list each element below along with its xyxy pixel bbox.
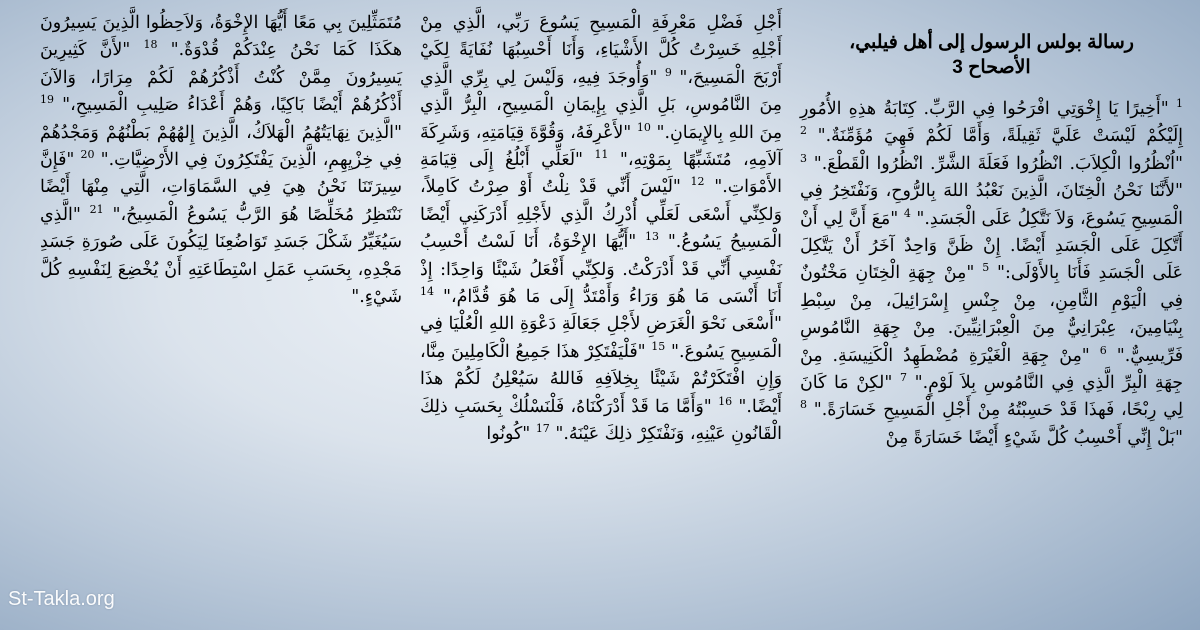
verse-number: 4 <box>903 206 911 220</box>
verse-number: 19 <box>40 93 54 107</box>
verse-number: 12 <box>690 175 705 189</box>
verse-number: 17 <box>535 422 550 436</box>
verse-text-block <box>40 10 402 311</box>
site-watermark: St-Takla.org <box>8 588 115 610</box>
verse-text: "لأَعْرِفَهُ، وَقُوَّةَ قِيَامَتِهِ، وَشَرِكَةَ آلاَمِهِ، مُتَشَبِّهًا بِمَوْتِهِ،" <box>420 122 782 171</box>
verse-number: 13 <box>645 230 660 244</box>
verse-number: 21 <box>89 203 104 217</box>
verse-text: "بَلْ إِنِّي أَحْسِبُ كُلَّ شَيْءٍ أَيْضًا خَسَارَةً مِنْ <box>885 427 1183 448</box>
verse-text: "أَيُّهَا الإِخْوَةُ، أَنَا لَسْتُ أَحْسِبُ نَفْسِي أَنِّي قَدْ أَدْرَكْتُ. وَلكِنِّي أَفْعَلُ شَيْئًا وَاحِدًا: إِذْ أَنَا أَنْسَى مَا هُوَ وَرَاءُ وَأَمْتَدُّ إِلَى مَا هُوَ قُدَّامُ،" <box>420 232 782 308</box>
verse-number: 14 <box>420 285 434 299</box>
verse-number: 6 <box>1099 343 1107 357</box>
verse-number: 15 <box>651 340 666 354</box>
verse-text: "لَيْسَ أَنِّي قَدْ نِلْتُ أَوْ صِرْتُ كَامِلاً، وَلكِنِّي أَسْعَى لَعَلِّي أُدْرِكُ الَّذِي لأَجْلِهِ أَدْرَكَنِي أَيْضًا الْمَسِيحُ يَسُوعُ." <box>420 177 782 253</box>
verse-text: "وَأُوجَدَ فِيهِ، وَلَيْسَ لِي بِرِّي الَّذِي مِنَ النَّامُوسِ، بَلِ الَّذِي بِإِيمَانِ الْمَسِيحِ، الْبِرُّ الَّذِي مِنَ اللهِ بِالإِيمَانِ." <box>420 67 783 143</box>
verse-number: 9 <box>664 66 672 80</box>
verse-number: 16 <box>718 394 733 408</box>
column-middle <box>420 10 782 449</box>
verse-text: "لَعَلِّي أَبْلُغُ إِلَى قِيَامَةِ الأَمْوَاتِ." <box>420 150 782 198</box>
verse-text: "لأَنَّ كَثِيرِينَ يَسِيرُونَ مِمَّنْ كُنْتُ أَذْكُرُهُمْ لَكُمْ مِرَارًا، وَالآنَ أَذْكُرُهُمْ أَيْضًا بَاكِيًا، وَهُمْ أَعْدَاءُ صَلِيبِ الْمَسِيحِ،" <box>40 40 402 116</box>
verse-text: "الَّذِينَ نِهَايَتُهُمُ الْهَلاَكُ، الَّذِينَ إِلهُهُمْ بَطْنُهُمْ وَمَجْدُهُمْ فِي خِزْيِهِمِ، الَّذِينَ يَفْتَكِرُونَ فِي الأَرْضِيَّاتِ." <box>40 122 402 171</box>
verse-number: 20 <box>80 148 95 162</box>
verse-number: 11 <box>594 148 609 162</box>
verse-text: "اُنْظُرُوا الْكِلاَبَ. انْظُرُوا فَعَلَةَ الشَّرِّ. انْظُرُوا الْقَطْعَ." <box>813 153 1184 174</box>
verse-text: "لكِنْ مَا كَانَ لِي رِبْحًا، فَهذَا قَدْ حَسِبْتُهُ مِنْ أَجْلِ الْمَسِيحِ خَسَارَةً." <box>800 373 1183 421</box>
verse-text: "أَسْعَى نَحْوَ الْغَرَضِ لأَجْلِ جَعَالَةِ دَعْوَةِ اللهِ الْعُلْيَا فِي الْمَسِيحِ يَسُوعَ." <box>420 314 783 362</box>
verse-number: 10 <box>636 120 651 134</box>
verse-text-block <box>420 10 782 449</box>
title-chapter: الأصحاح 3 <box>952 57 1031 78</box>
verse-text: "الَّذِي سَيُغَيِّرُ شَكْلَ جَسَدِ تَوَاضُعِنَا لِيَكُونَ عَلَى صُورَةِ جَسَدِ مَجْدِهِ، بِحَسَبِ عَمَلِ اسْتِطَاعَتِهِ أَنْ يُخْضِعَ لِنَفْسِهِ كُلَّ شَيْءٍ." <box>40 204 402 308</box>
page-title <box>800 30 1183 80</box>
verse-text: "كُونُوا <box>486 424 531 445</box>
verse-text: "مِنْ جِهَةِ الْغَيْرَةِ مُضْطَهِدُ الْكَنِيسَةِ. مِنْ جِهَةِ الْبِرِّ الَّذِي فِي النَّامُوسِ بِلاَ لَوْمٍ." <box>800 345 1183 394</box>
verse-text: "مَعَ أَنَّ لِي أَنْ أَتَّكِلَ عَلَى الْجَسَدِ أَيْضًا. إِنْ ظَنَّ وَاحِدٌ آخَرُ أَنْ يَتَّكِلَ عَلَى الْجَسَدِ فَأَنَا بِالأَوْلَى:" <box>800 208 1184 284</box>
verse-number: 3 <box>800 152 807 166</box>
verse-text: "أَخِيرًا يَا إِخْوَتِي افْرَحُوا فِي الرَّبِّ. كِتَابَةُ هذِهِ الأُمُورِ إِلَيْكُمْ لَيْسَتْ عَلَيَّ ثَقِيلَةً، وَأَمَّا لَكُمْ فَهِيَ مُؤَمِّنَةٌ." <box>800 99 1183 147</box>
title-book: رسالة بولس الرسول إلى أهل فيلبي، <box>849 32 1134 53</box>
column-left <box>40 10 402 311</box>
verse-number: 1 <box>1176 97 1184 111</box>
verse-text-block <box>800 96 1183 452</box>
verse-number: 5 <box>982 261 990 275</box>
column-right <box>800 10 1183 452</box>
verse-text: "مِنْ جِهَةِ الْخِتَانِ مَخْتُونٌ فِي الْيَوْمِ الثَّامِنِ، مِنْ جِنْسِ إِسْرَائِيلَ، مِنْ سِبْطِ بِنْيَامِينَ، عِبْرَانِيٌّ مِنَ الْعِبْرَانِيِّينَ. مِنْ جِهَةِ النَّامُوسِ فَرِّيسِيٌّ." <box>800 263 1184 366</box>
verse-number: 18 <box>143 38 158 52</box>
verse-text: "وَأَمَّا مَا قَدْ أَدْرَكْنَاهُ، فَلْنَسْلُكْ بِحَسَبِ ذلِكَ الْقَانُونِ عَيْنِهِ، وَنَفْتَكِرْ ذلِكَ عَيْنَهُ." <box>420 396 782 445</box>
verse-number: 7 <box>899 371 907 385</box>
verse-text: "فَإِنَّ سِيرَتَنَا نَحْنُ هِيَ فِي السَّمَاوَاتِ، الَّتِي مِنْهَا أَيْضًا نَنْتَظِرُ مُخَلِّصًا هُوَ الرَّبُّ يَسُوعُ الْمَسِيحُ،" <box>40 150 403 225</box>
verse-number: 8 <box>800 398 807 412</box>
verse-number: 2 <box>800 124 807 138</box>
verse-text: "فَلْيَفْتَكِرْ هذَا جَمِيعُ الْكَامِلِينَ مِنَّا، وَإِنِ افْتَكَرْتُمْ شَيْئًا بِخِلاَفِهِ فَاللهُ سَيُعْلِنُ لَكُمْ هذَا أَيْضًا." <box>420 341 782 417</box>
verse-text: "لأَنَّنَا نَحْنُ الْخِتَانَ، الَّذِينَ نَعْبُدُ اللهَ بِالرُّوحِ، وَنَفْتَخِرُ فِي الْمَسِيحِ يَسُوعَ، وَلاَ نَتَّكِلُ عَلَى الْجَسَدِ." <box>800 181 1183 229</box>
verse-continuation: أَجْلِ فَضْلِ مَعْرِفَةِ الْمَسِيحِ يَسُوعَ رَبِّي، الَّذِي مِنْ أَجْلِهِ خَسِرْتُ كُلَّ الأَشْيَاءِ، وَأَنَا أَحْسِبُهَا نُفَايَةً لِكَيْ أَرْبَحَ الْمَسِيحَ،" <box>420 13 782 88</box>
verse-continuation: مُتَمَثِّلِينَ بِي مَعًا أَيُّهَا الإِخْوَةُ، وَلاَحِظُوا الَّذِينَ يَسِيرُونَ هكَذَا كَمَا نَحْنُ عِنْدَكُمْ قُدْوَةٌ." <box>40 13 402 61</box>
